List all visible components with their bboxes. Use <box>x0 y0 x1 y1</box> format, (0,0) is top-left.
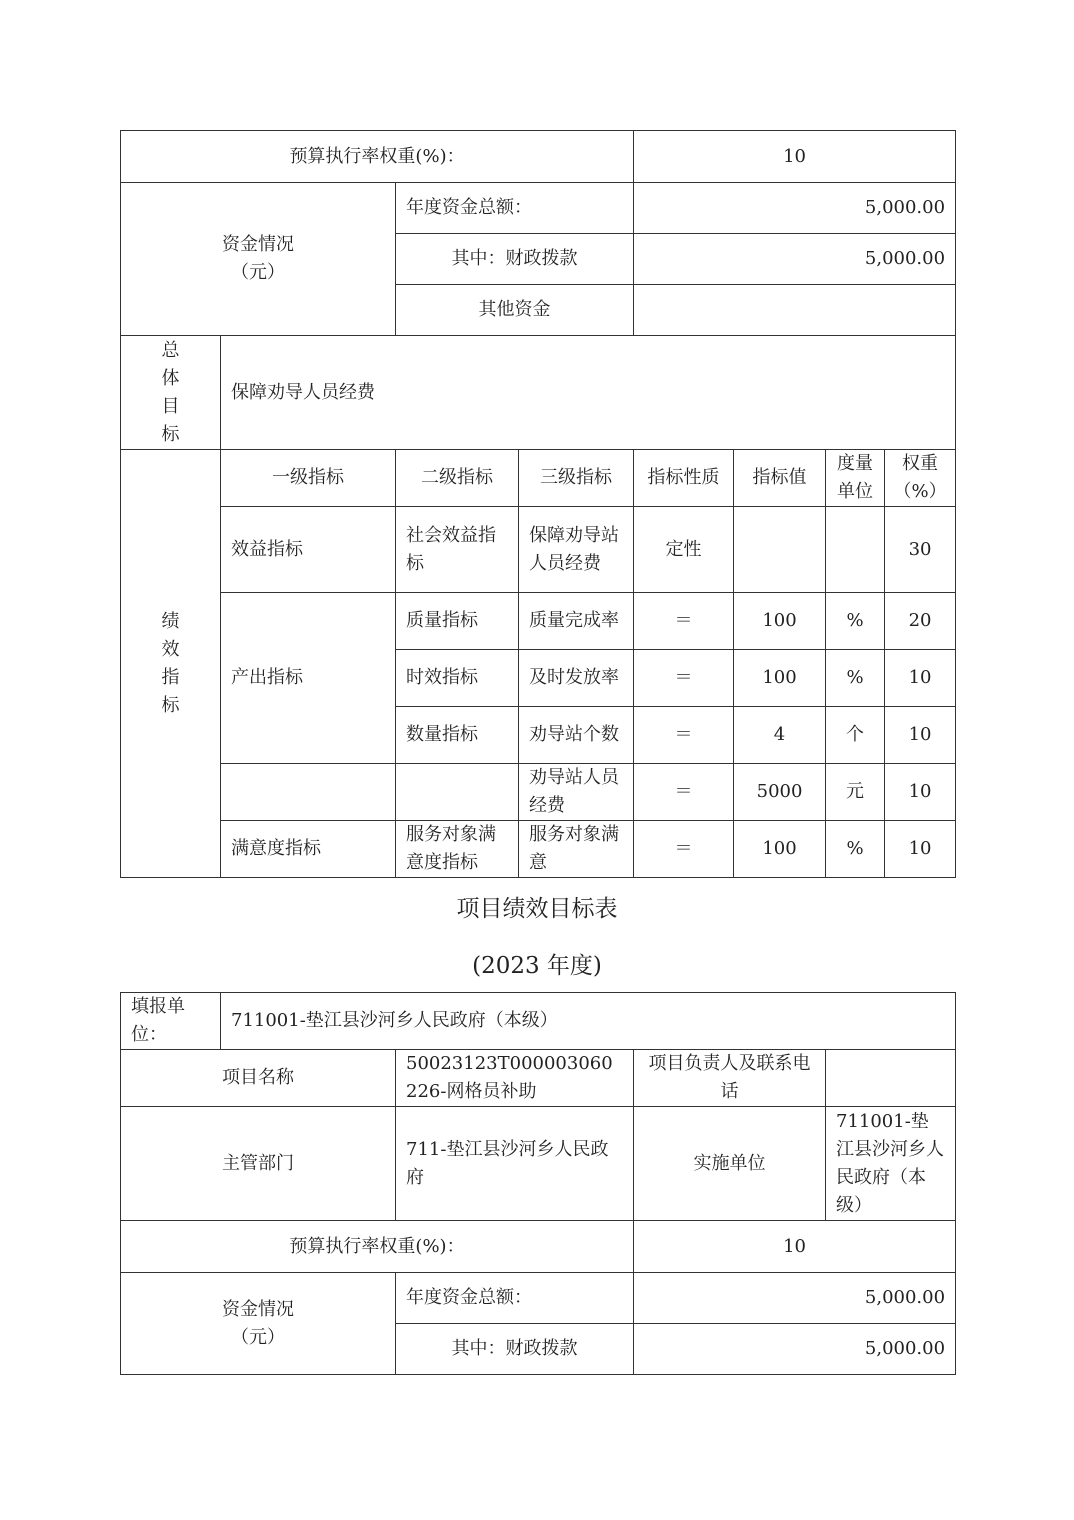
performance-indicators-label: 绩 效 指 标 <box>121 450 221 878</box>
contact-value <box>826 1050 956 1107</box>
row-weight: 10 <box>885 650 956 707</box>
row-nature: ＝ <box>634 821 734 878</box>
page-title: 项目绩效目标表 <box>456 896 618 922</box>
row-level3: 及时发放率 <box>519 650 634 707</box>
row-level3: 劝导站个数 <box>519 707 634 764</box>
row-value: 100 <box>734 650 826 707</box>
row-nature: ＝ <box>634 707 734 764</box>
row-level2: 社会效益指标 <box>396 507 519 593</box>
fiscal-value: 5,000.00 <box>634 234 956 285</box>
row-unit: % <box>826 821 885 878</box>
row-unit: % <box>826 593 885 650</box>
page-year: (2023 年度) <box>472 953 602 979</box>
budget-rate-label: 预算执行率权重(%)： <box>121 131 634 183</box>
row-level1: 满意度指标 <box>221 821 396 878</box>
row-level2: 时效指标 <box>396 650 519 707</box>
table-row <box>121 821 956 878</box>
row-level3: 劝导站人员经费 <box>519 764 634 821</box>
fiscal-label: 其中：财政拨款 <box>396 1324 634 1375</box>
annual-total-value: 5,000.00 <box>634 183 956 234</box>
row-nature: ＝ <box>634 593 734 650</box>
row-level3: 质量完成率 <box>519 593 634 650</box>
row-weight: 10 <box>885 821 956 878</box>
overall-goal-label: 总 体 目 标 <box>121 336 221 450</box>
project-name-value: 50023123T000003060226-网格员补助 <box>396 1050 634 1107</box>
row-nature: ＝ <box>634 764 734 821</box>
row-nature: 定性 <box>634 507 734 593</box>
budget-rate-label: 预算执行率权重(%)： <box>121 1221 634 1273</box>
row-nature: ＝ <box>634 650 734 707</box>
header-weight: 权重（%） <box>885 450 956 507</box>
table-row <box>121 764 956 821</box>
budget-rate-value: 10 <box>634 131 956 183</box>
performance-table-2 <box>120 992 956 1375</box>
row-level2: 数量指标 <box>396 707 519 764</box>
row-weight: 10 <box>885 764 956 821</box>
performance-table-1 <box>120 130 956 878</box>
row-weight: 30 <box>885 507 956 593</box>
contact-label: 项目负责人及联系电话 <box>634 1050 826 1107</box>
annual-total-label: 年度资金总额： <box>396 183 634 234</box>
row-unit: 元 <box>826 764 885 821</box>
header-level2: 二级指标 <box>396 450 519 507</box>
project-name-label: 项目名称 <box>121 1050 396 1107</box>
overall-goal-text: 保障劝导人员经费 <box>221 336 956 450</box>
row-value: 5000 <box>734 764 826 821</box>
reporting-unit-value: 711001-垫江县沙河乡人民政府（本级） <box>221 993 956 1050</box>
fiscal-label: 其中：财政拨款 <box>396 234 634 285</box>
header-value: 指标值 <box>734 450 826 507</box>
header-unit: 度量单位 <box>826 450 885 507</box>
other-funds-value <box>634 285 956 336</box>
dept-value: 711-垫江县沙河乡人民政府 <box>396 1107 634 1221</box>
row-unit: 个 <box>826 707 885 764</box>
row-value: 100 <box>734 821 826 878</box>
row-level1: 效益指标 <box>221 507 396 593</box>
row-level3: 保障劝导站人员经费 <box>519 507 634 593</box>
row-value: 4 <box>734 707 826 764</box>
reporting-unit-label: 填报单位： <box>121 993 221 1050</box>
header-nature: 指标性质 <box>634 450 734 507</box>
annual-total-value: 5,000.00 <box>634 1273 956 1324</box>
row-level2: 服务对象满意度指标 <box>396 821 519 878</box>
dept-label: 主管部门 <box>121 1107 396 1221</box>
fiscal-value: 5,000.00 <box>634 1324 956 1375</box>
row-weight: 20 <box>885 593 956 650</box>
impl-unit-value: 711001-垫江县沙河乡人民政府（本级） <box>826 1107 956 1221</box>
funds-label: 资金情况 （元） <box>121 1273 396 1375</box>
table-row <box>121 507 956 593</box>
row-weight: 10 <box>885 707 956 764</box>
row-value <box>734 507 826 593</box>
row-level2: 质量指标 <box>396 593 519 650</box>
row-value: 100 <box>734 593 826 650</box>
header-level1: 一级指标 <box>221 450 396 507</box>
row-level1 <box>221 764 396 821</box>
impl-unit-label: 实施单位 <box>634 1107 826 1221</box>
table-row <box>121 593 956 650</box>
row-level3: 服务对象满意 <box>519 821 634 878</box>
row-unit <box>826 507 885 593</box>
budget-rate-value: 10 <box>634 1221 956 1273</box>
other-funds-label: 其他资金 <box>396 285 634 336</box>
row-unit: % <box>826 650 885 707</box>
header-level3: 三级指标 <box>519 450 634 507</box>
row-level1: 产出指标 <box>221 593 396 764</box>
row-level2 <box>396 764 519 821</box>
funds-label: 资金情况 （元） <box>121 183 396 336</box>
annual-total-label: 年度资金总额： <box>396 1273 634 1324</box>
